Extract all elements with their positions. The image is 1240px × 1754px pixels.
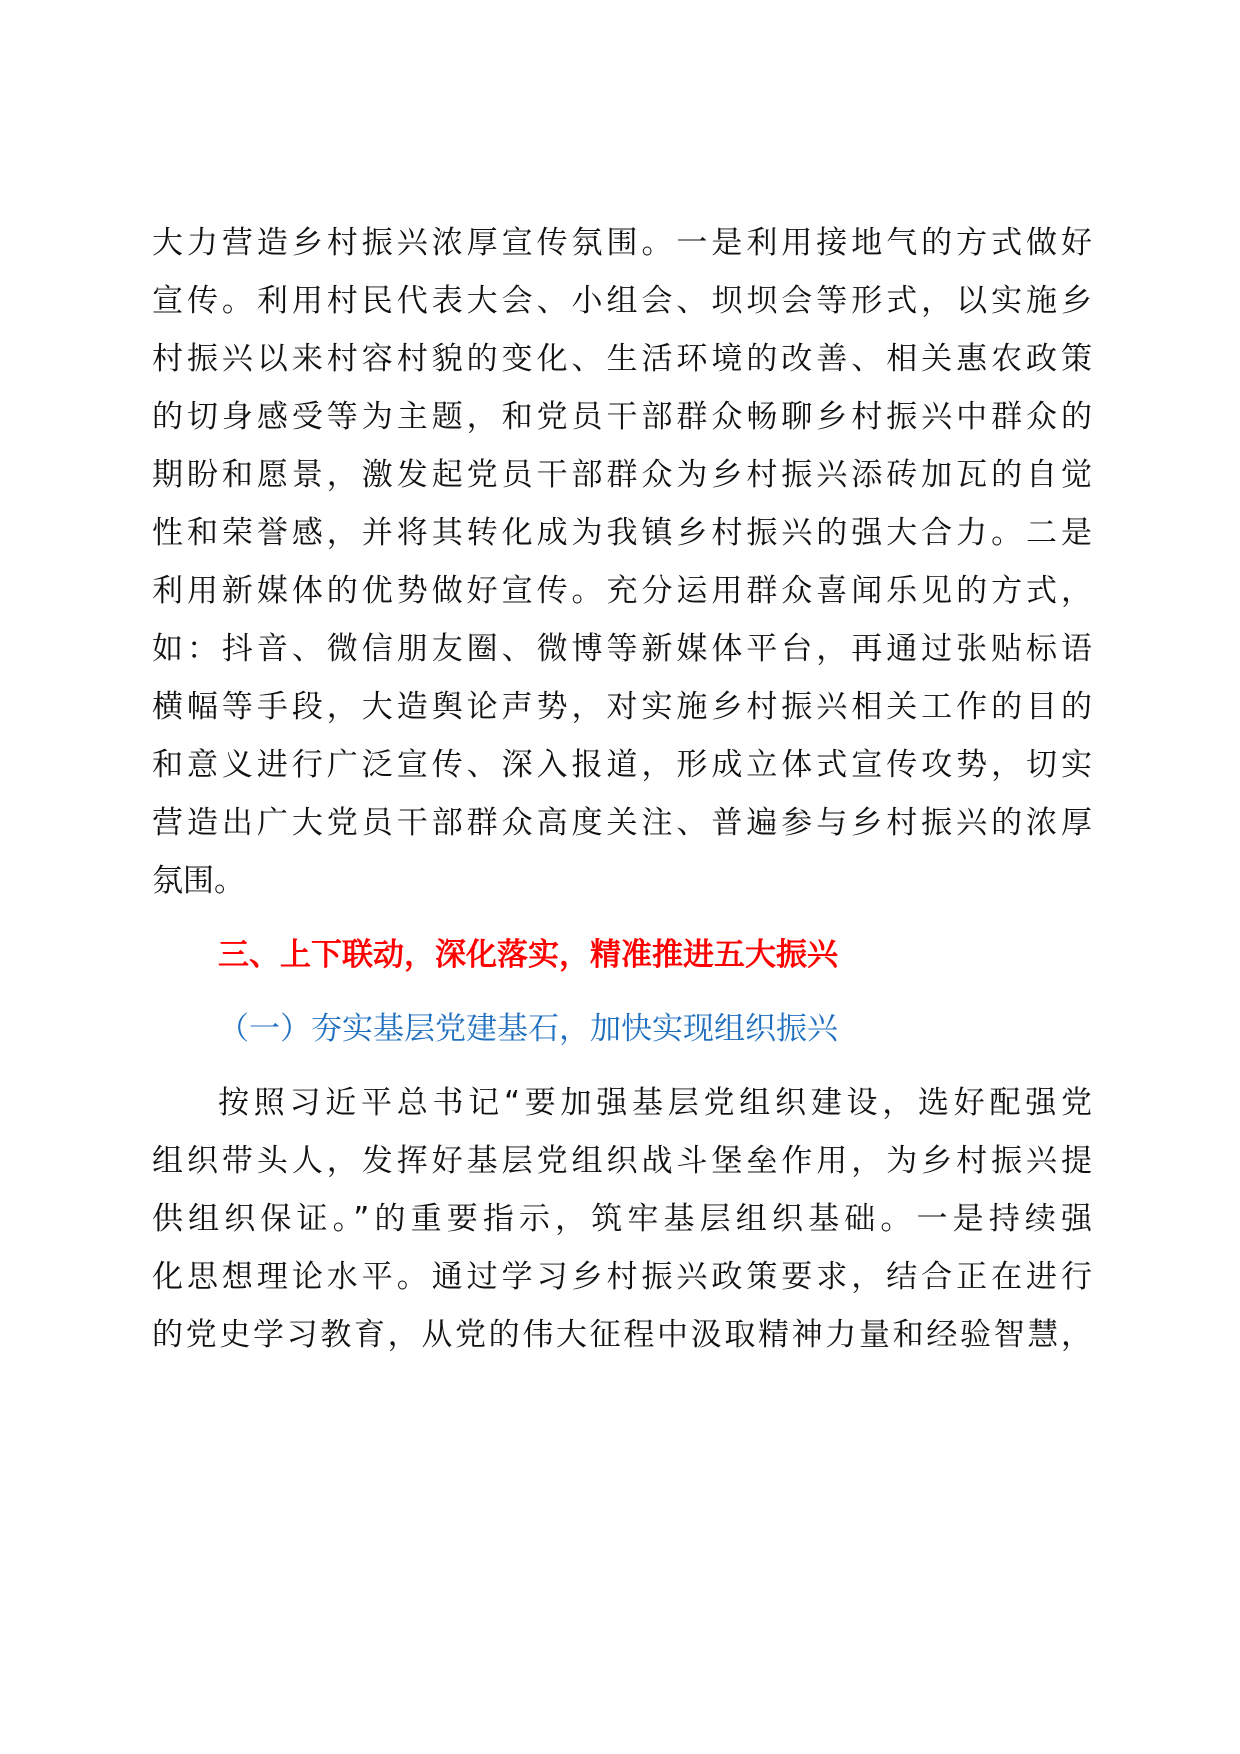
section-heading: 三、上下联动，深化落实，精准推进五大振兴 (218, 937, 838, 973)
text-line: 营造出广大党员干部群众高度关注、普遍参与乡村振兴的浓厚 (152, 805, 1092, 841)
text-line: 化思想理论水平。通过学习乡村振兴政策要求，结合正在进行 (152, 1259, 1092, 1295)
text-line: 按照习近平总书记“要加强基层党组织建设，选好配强党 (218, 1085, 1092, 1121)
text-line: 的切身感受等为主题，和党员干部群众畅聊乡村振兴中群众的 (152, 399, 1092, 435)
text-line: 和意义进行广泛宣传、深入报道，形成立体式宣传攻势，切实 (152, 747, 1092, 783)
subsection-heading: （一）夯实基层党建基石，加快实现组织振兴 (218, 1011, 838, 1047)
text-line: 的党史学习教育，从党的伟大征程中汲取精神力量和经验智慧， (152, 1317, 1092, 1353)
text-line: 利用新媒体的优势做好宣传。充分运用群众喜闻乐见的方式， (152, 573, 1092, 609)
text-line: 性和荣誉感，并将其转化成为我镇乡村振兴的强大合力。二是 (152, 515, 1092, 551)
text-line: 组织带头人，发挥好基层党组织战斗堡垒作用，为乡村振兴提 (152, 1143, 1092, 1179)
text-line: 期盼和愿景，激发起党员干部群众为乡村振兴添砖加瓦的自觉 (152, 457, 1092, 493)
text-line: 氛围。 (152, 863, 245, 899)
text-line: 村振兴以来村容村貌的变化、生活环境的改善、相关惠农政策 (152, 341, 1092, 377)
text-line: 大力营造乡村振兴浓厚宣传氛围。一是利用接地气的方式做好 (152, 225, 1092, 261)
text-line: 供组织保证。”的重要指示，筑牢基层组织基础。一是持续强 (152, 1201, 1092, 1237)
text-line: 宣传。利用村民代表大会、小组会、坝坝会等形式，以实施乡 (152, 283, 1092, 319)
text-line: 如：抖音、微信朋友圈、微博等新媒体平台，再通过张贴标语 (152, 631, 1092, 667)
text-line: 横幅等手段，大造舆论声势，对实施乡村振兴相关工作的目的 (152, 689, 1092, 725)
